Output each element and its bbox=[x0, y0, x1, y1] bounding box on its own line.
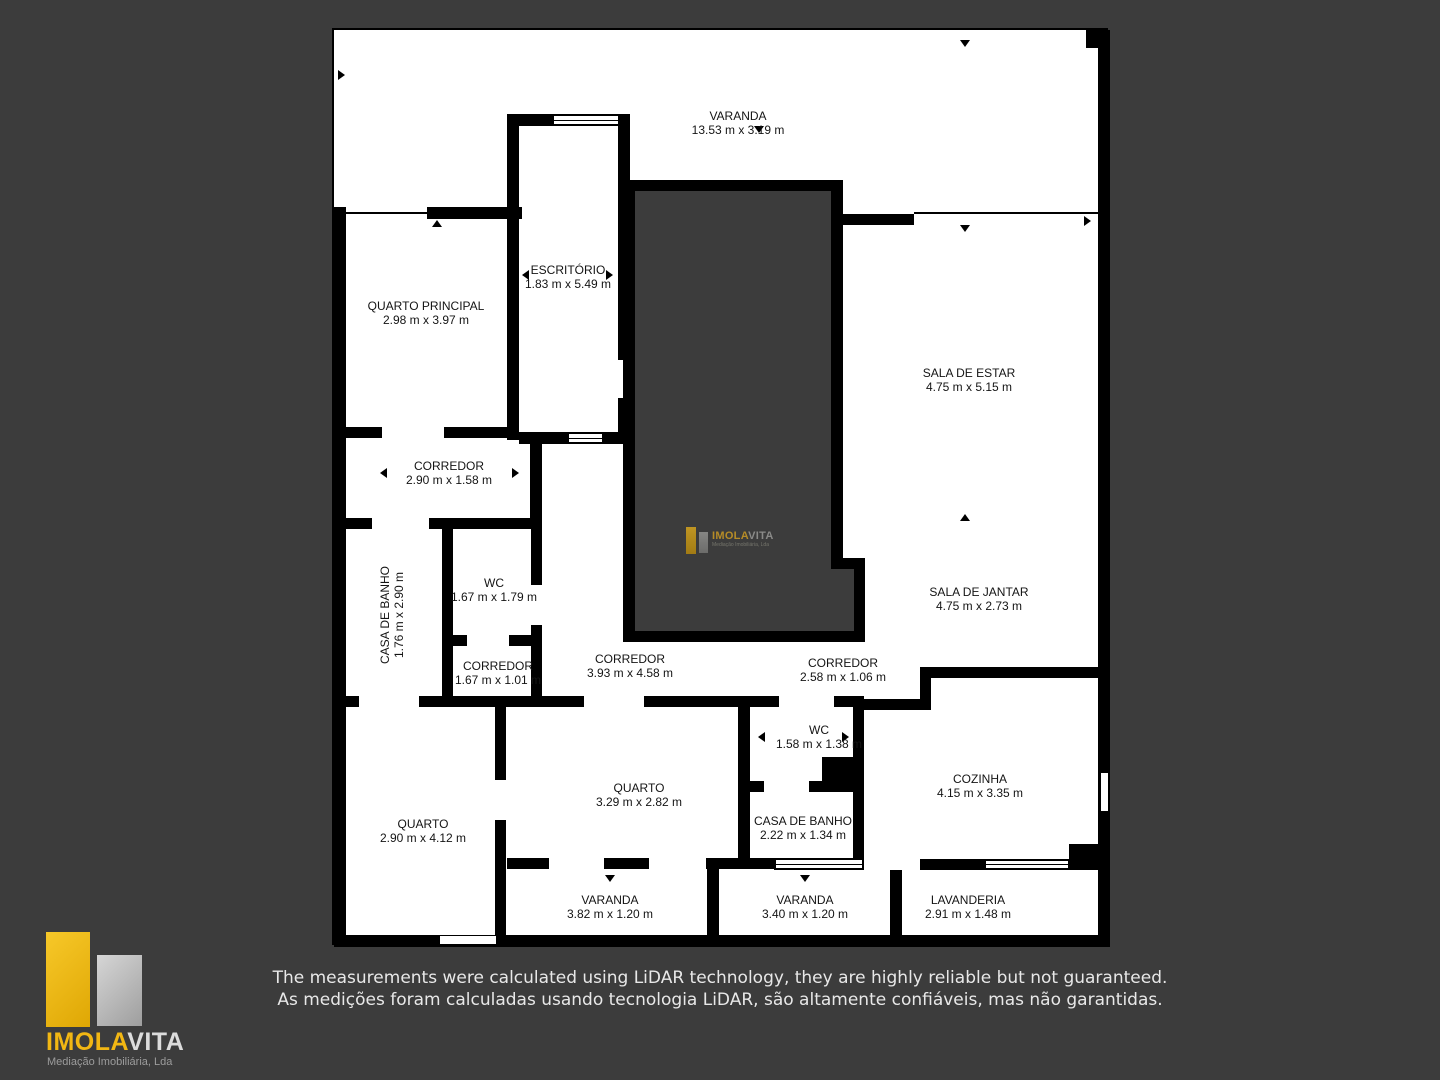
room-label-sala-de-estar bbox=[923, 366, 1015, 394]
measure-tick bbox=[758, 732, 765, 742]
room-label-varanda-top bbox=[692, 109, 785, 137]
room-dims: 1.76 m x 2.90 m bbox=[392, 571, 406, 659]
room-name: CORREDOR bbox=[413, 459, 485, 473]
wall bbox=[920, 667, 1098, 678]
wall bbox=[507, 858, 549, 869]
room-name: VARANDA bbox=[709, 109, 767, 123]
room-name: SALA DE ESTAR bbox=[922, 366, 1016, 380]
wall bbox=[920, 859, 984, 870]
room-dims: 2.98 m x 3.97 m bbox=[382, 313, 470, 327]
measure-tick bbox=[380, 468, 387, 478]
wall bbox=[644, 696, 744, 707]
wall bbox=[623, 180, 843, 191]
void-area bbox=[832, 569, 854, 631]
room-label-corredor-3 bbox=[587, 652, 673, 680]
wall bbox=[495, 707, 506, 780]
room-name: CORREDOR bbox=[462, 659, 534, 673]
wall bbox=[442, 635, 467, 646]
wall bbox=[831, 180, 843, 569]
room-dims: 1.67 m x 1.79 m bbox=[450, 590, 538, 604]
wall bbox=[1086, 30, 1110, 48]
void-area bbox=[635, 191, 832, 631]
room-label-casa-de-banho-2 bbox=[754, 814, 852, 842]
wall bbox=[519, 432, 567, 444]
room-label-quarto-1 bbox=[380, 817, 466, 845]
wall bbox=[1069, 844, 1099, 870]
wall bbox=[890, 870, 902, 935]
room-dims: 4.75 m x 5.15 m bbox=[925, 380, 1013, 394]
wall bbox=[809, 781, 864, 792]
watermark-brand bbox=[712, 531, 774, 542]
measure-tick bbox=[960, 225, 970, 232]
room-label-varanda-2 bbox=[567, 893, 653, 921]
balcony-line bbox=[914, 212, 1098, 214]
room-name: QUARTO PRINCIPAL bbox=[367, 299, 485, 313]
watermark-brand-primary: IMOLA bbox=[712, 530, 749, 542]
disclaimer bbox=[0, 968, 1440, 1011]
wall bbox=[738, 858, 774, 869]
wall bbox=[442, 529, 453, 702]
measure-tick bbox=[1084, 216, 1091, 226]
wall bbox=[444, 427, 519, 438]
measure-tick bbox=[432, 220, 442, 227]
room-name: CASA DE BANHO bbox=[753, 814, 853, 828]
disclaimer-line-pt: As medições foram calculadas usando tecnologia LiDAR, são altamente confiáveis, mas não garantidas. bbox=[277, 989, 1163, 1010]
wall bbox=[623, 631, 865, 642]
measure-tick bbox=[800, 875, 810, 882]
room-label-quarto-principal bbox=[368, 299, 485, 327]
wall bbox=[429, 518, 542, 529]
room-name: QUARTO bbox=[397, 817, 449, 831]
room-dims: 2.58 m x 1.06 m bbox=[799, 670, 887, 684]
room-label-corredor-1 bbox=[406, 459, 492, 487]
watermark-logo bbox=[686, 527, 774, 554]
room-dims: 1.67 m x 1.01 m bbox=[454, 673, 542, 687]
room-label-cozinha bbox=[937, 772, 1023, 800]
room-name: CORREDOR bbox=[807, 656, 879, 670]
room-name: CORREDOR bbox=[594, 652, 666, 666]
room-dims: 3.40 m x 1.20 m bbox=[761, 907, 849, 921]
wall bbox=[334, 207, 346, 219]
watermark-text bbox=[712, 531, 774, 548]
wall bbox=[419, 696, 542, 707]
logo-brand-primary: IMOLA bbox=[46, 1028, 128, 1056]
room-name: SALA DE JANTAR bbox=[929, 585, 1029, 599]
room-label-sala-de-jantar bbox=[929, 585, 1028, 613]
door-opening bbox=[439, 935, 497, 945]
wall bbox=[864, 699, 931, 710]
measure-tick bbox=[512, 468, 519, 478]
room-name: VARANDA bbox=[776, 893, 834, 907]
window bbox=[984, 859, 1070, 870]
room-label-corredor-2 bbox=[455, 659, 541, 687]
wall bbox=[843, 214, 914, 225]
measure-tick bbox=[605, 875, 615, 882]
wall bbox=[604, 858, 649, 869]
measure-tick bbox=[338, 70, 345, 80]
measure-tick bbox=[960, 514, 970, 521]
room-dims: 13.53 m x 3.19 m bbox=[691, 123, 785, 137]
wall bbox=[750, 696, 779, 707]
room-label-escritorio bbox=[525, 263, 611, 291]
room-name: LAVANDERIA bbox=[930, 893, 1006, 907]
window bbox=[552, 114, 620, 126]
room-name: CASA DE BANHO bbox=[378, 565, 392, 665]
room-name: WC bbox=[483, 576, 504, 590]
room-name: COZINHA bbox=[952, 772, 1007, 786]
room-dims: 4.75 m x 2.73 m bbox=[935, 599, 1023, 613]
room-label-wc-2 bbox=[776, 723, 862, 751]
room-dims: 3.29 m x 2.82 m bbox=[595, 795, 683, 809]
wall bbox=[530, 438, 542, 518]
room-dims: 2.22 m x 1.34 m bbox=[759, 828, 847, 842]
wall bbox=[334, 696, 359, 707]
room-name: WC bbox=[808, 723, 829, 737]
room-dims: 4.15 m x 3.35 m bbox=[936, 786, 1024, 800]
logo-gray-bar-icon bbox=[699, 532, 708, 553]
room-name: ESCRITÓRIO bbox=[530, 263, 606, 277]
wall bbox=[334, 518, 372, 529]
room-dims: 3.82 m x 1.20 m bbox=[566, 907, 654, 921]
wall bbox=[509, 635, 542, 646]
room-label-lavanderia bbox=[925, 893, 1011, 921]
room-label-wc-1 bbox=[451, 576, 537, 604]
room-dims: 1.83 m x 5.49 m bbox=[524, 277, 612, 291]
balcony-line bbox=[346, 212, 427, 214]
room-dims: 2.90 m x 4.12 m bbox=[379, 831, 467, 845]
logo-gold-bar-icon bbox=[686, 527, 696, 554]
logo-tagline: Mediação Imobiliária, Lda bbox=[47, 1056, 173, 1068]
disclaimer-line-en: The measurements were calculated using LiDAR technology, they are highly reliable but not guaranteed. bbox=[272, 968, 1168, 988]
room-dims: 2.91 m x 1.48 m bbox=[924, 907, 1012, 921]
room-label-corredor-4 bbox=[800, 656, 886, 684]
logo-brand bbox=[46, 1028, 184, 1057]
room-name: VARANDA bbox=[581, 893, 639, 907]
watermark-tagline: Mediação Imobiliária, Lda bbox=[712, 542, 769, 548]
room-label-quarto-2 bbox=[596, 781, 682, 809]
wall bbox=[623, 180, 635, 642]
wall bbox=[602, 432, 623, 443]
room-dims: 1.58 m x 1.38 m bbox=[775, 737, 863, 751]
measure-tick bbox=[960, 40, 970, 47]
logo-brand-secondary: VITA bbox=[127, 1028, 185, 1056]
wall bbox=[738, 696, 750, 869]
room-label-casa-de-banho-1 bbox=[378, 566, 406, 664]
wall bbox=[750, 781, 764, 792]
room-name: QUARTO bbox=[613, 781, 665, 795]
room-label-varanda-3 bbox=[762, 893, 848, 921]
window bbox=[774, 858, 864, 870]
wall bbox=[334, 208, 346, 947]
door-opening bbox=[1100, 772, 1109, 812]
room-dims: 3.93 m x 4.58 m bbox=[586, 666, 674, 680]
wall bbox=[507, 114, 519, 440]
floor-plan bbox=[332, 28, 1108, 945]
watermark-brand-secondary: VITA bbox=[748, 530, 774, 542]
wall bbox=[542, 696, 584, 707]
wall bbox=[706, 858, 738, 869]
wall bbox=[334, 427, 382, 438]
wall bbox=[707, 869, 719, 935]
wall bbox=[854, 558, 865, 642]
wall bbox=[495, 820, 506, 935]
room-dims: 2.90 m x 1.58 m bbox=[405, 473, 493, 487]
